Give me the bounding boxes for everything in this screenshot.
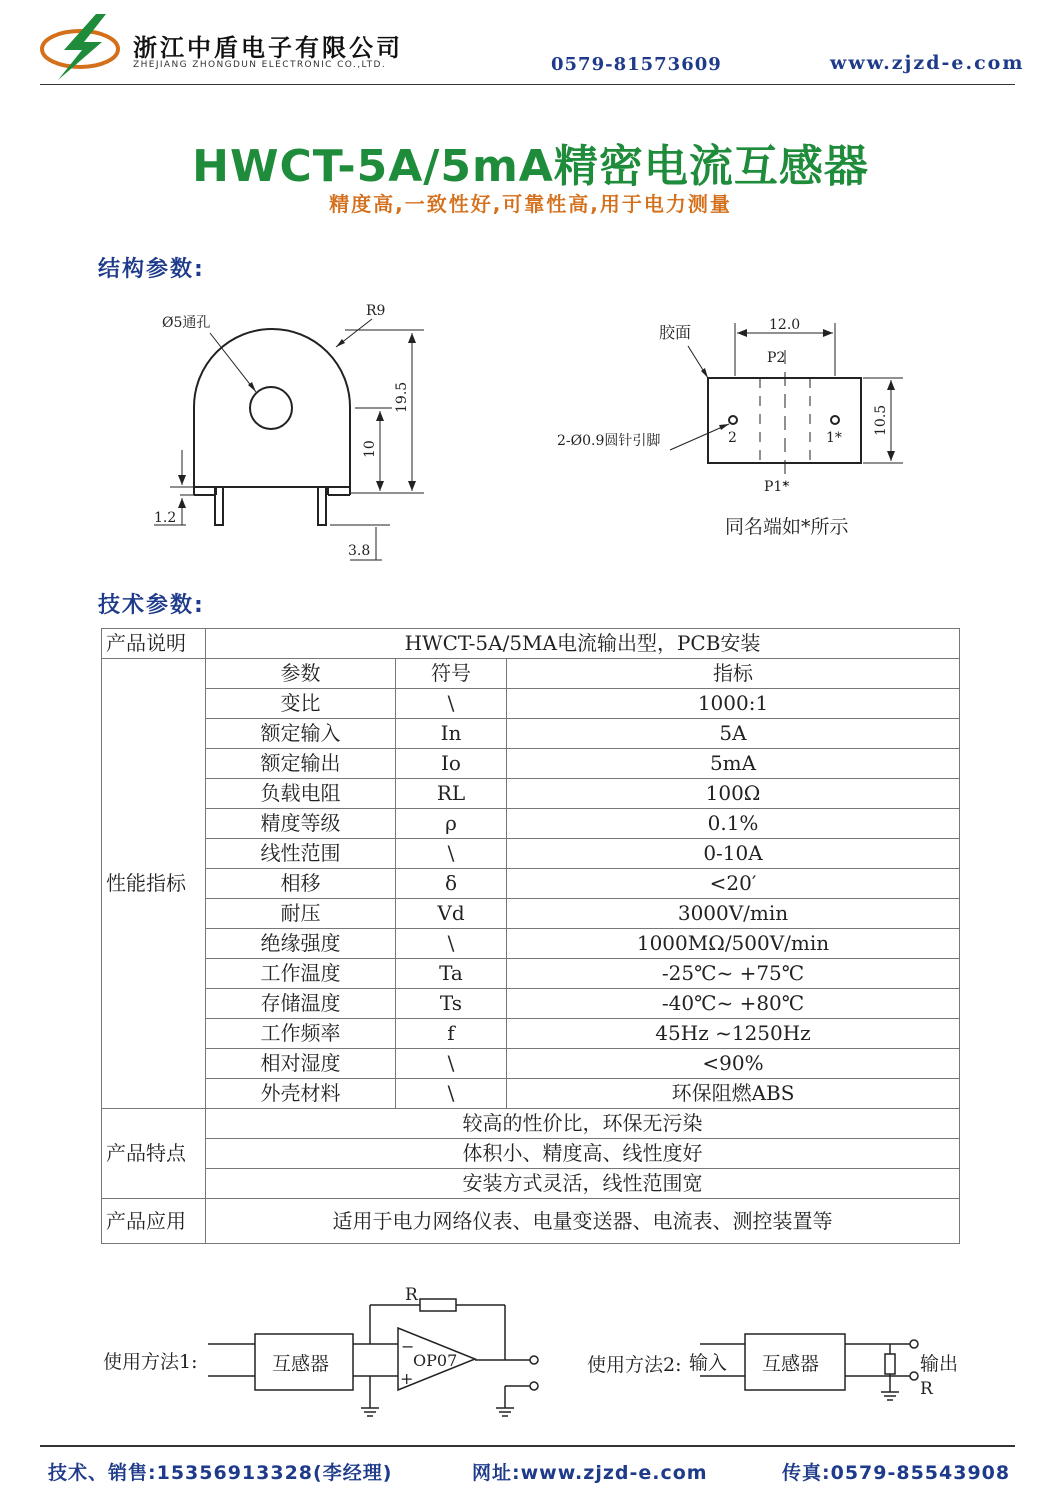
pin-2-label: 2 xyxy=(728,430,737,446)
feature-row xyxy=(102,1109,960,1139)
param-value: 5mA xyxy=(507,749,960,779)
hole-label: Ø5通孔 xyxy=(162,315,211,331)
resistor-label: R xyxy=(405,1285,418,1305)
table-row xyxy=(102,1079,960,1109)
radius-label: R9 xyxy=(366,303,386,319)
input-label: 输入 xyxy=(689,1352,728,1374)
param-symbol: Vd xyxy=(396,899,507,929)
table-header-row xyxy=(102,659,960,689)
pin-1-label: 1* xyxy=(826,430,842,446)
param-value: -40℃~ +80℃ xyxy=(507,989,960,1019)
param-name: 绝缘强度 xyxy=(206,929,396,959)
footer-website[interactable]: 网址:www.zjzd-e.com xyxy=(472,1462,708,1484)
param-value: <90% xyxy=(507,1049,960,1079)
side-view-drawing xyxy=(140,295,440,570)
param-value: 1000:1 xyxy=(507,689,960,719)
p1-label: P1* xyxy=(764,479,790,495)
param-name: 精度等级 xyxy=(206,809,396,839)
tech-heading: 技术参数: xyxy=(98,593,205,618)
spec-table xyxy=(101,628,960,1244)
param-name: 线性范围 xyxy=(206,839,396,869)
param-value: 100Ω xyxy=(507,779,960,809)
feature-row xyxy=(102,1139,960,1169)
header-divider xyxy=(40,84,1015,85)
param-symbol: \ xyxy=(396,839,507,869)
row-application xyxy=(102,1199,960,1244)
param-symbol: \ xyxy=(396,1079,507,1109)
param-symbol: Ts xyxy=(396,989,507,1019)
company-logo xyxy=(36,12,128,82)
header-phone: 0579-81573609 xyxy=(551,54,722,75)
table-row xyxy=(102,719,960,749)
company-name-en: ZHEJIANG ZHONGDUN ELECTRONIC CO.,LTD. xyxy=(133,60,387,70)
height-label: 19.5 xyxy=(394,381,410,413)
param-name: 相对湿度 xyxy=(206,1049,396,1079)
param-symbol: \ xyxy=(396,929,507,959)
depth-label: 10.5 xyxy=(873,404,889,436)
param-symbol: ρ xyxy=(396,809,507,839)
param-name: 外壳材料 xyxy=(206,1079,396,1109)
width-label: 12.0 xyxy=(769,317,801,333)
structure-heading: 结构参数: xyxy=(98,257,205,282)
opamp-label: OP07 xyxy=(413,1351,458,1370)
param-value: 1000MΩ/500V/min xyxy=(507,929,960,959)
param-name: 耐压 xyxy=(206,899,396,929)
param-name: 存储温度 xyxy=(206,989,396,1019)
param-value: -25℃~ +75℃ xyxy=(507,959,960,989)
table-row xyxy=(102,839,960,869)
page-title: HWCT-5A/5mA精密电流互感器 xyxy=(192,141,869,192)
row-product-desc xyxy=(102,629,960,659)
center-height-label: 10 xyxy=(362,440,378,458)
feature-item: 体积小、精度高、线性度好 xyxy=(206,1139,960,1169)
feedback-resistor xyxy=(420,1299,456,1311)
table-row xyxy=(102,689,960,719)
param-symbol: Ta xyxy=(396,959,507,989)
column-header: 指标 xyxy=(507,659,960,689)
product-desc-value: HWCT-5A/5MA电流输出型，PCB安装 xyxy=(206,629,960,659)
product-desc-label: 产品说明 xyxy=(102,629,206,659)
load-resistor xyxy=(885,1354,895,1374)
transformer-label-1: 互感器 xyxy=(272,1353,330,1375)
param-symbol: In xyxy=(396,719,507,749)
param-symbol: δ xyxy=(396,869,507,899)
dot-convention-note: 同名端如*所示 xyxy=(725,516,849,538)
pins-label: 2-Ø0.9圆针引脚 xyxy=(557,433,661,449)
perf-label: 性能指标 xyxy=(102,659,206,1109)
param-value: 0.1% xyxy=(507,809,960,839)
param-name: 相移 xyxy=(206,869,396,899)
param-symbol: Io xyxy=(396,749,507,779)
table-row xyxy=(102,809,960,839)
param-name: 变比 xyxy=(206,689,396,719)
param-name: 额定输出 xyxy=(206,749,396,779)
table-row xyxy=(102,899,960,929)
param-name: 工作温度 xyxy=(206,959,396,989)
opamp-plus: + xyxy=(400,1369,414,1388)
param-symbol: \ xyxy=(396,1049,507,1079)
param-value: 0-10A xyxy=(507,839,960,869)
header-website[interactable]: www.zjzd-e.com xyxy=(830,52,1025,74)
application-label: 产品应用 xyxy=(102,1199,206,1244)
table-row xyxy=(102,1019,960,1049)
features-label: 产品特点 xyxy=(102,1109,206,1199)
method1-label: 使用方法1: xyxy=(103,1351,198,1373)
param-name: 负载电阻 xyxy=(206,779,396,809)
top-view-drawing xyxy=(555,310,915,546)
page-subtitle: 精度高,一致性好,可靠性高,用于电力测量 xyxy=(329,192,732,216)
feature-item: 较高的性价比，环保无污染 xyxy=(206,1109,960,1139)
table-row xyxy=(102,1049,960,1079)
param-value: <20′ xyxy=(507,869,960,899)
company-name: 浙江中盾电子有限公司 xyxy=(133,34,403,62)
param-symbol: \ xyxy=(396,689,507,719)
output-resistor-label: R xyxy=(920,1379,933,1399)
column-header: 参数 xyxy=(206,659,396,689)
param-value: 3000V/min xyxy=(507,899,960,929)
glue-surface-label: 胶面 xyxy=(659,323,692,342)
table-row xyxy=(102,779,960,809)
footer-fax: 传真:0579-85543908 xyxy=(782,1462,1011,1484)
pin-length-label: 3.8 xyxy=(348,543,371,559)
footer-divider xyxy=(40,1445,1015,1447)
table-row xyxy=(102,929,960,959)
column-header: 符号 xyxy=(396,659,507,689)
transformer-label-2: 互感器 xyxy=(762,1353,820,1375)
output-label: 输出 xyxy=(920,1353,959,1375)
param-value: 5A xyxy=(507,719,960,749)
param-name: 额定输入 xyxy=(206,719,396,749)
param-value: 环保阻燃ABS xyxy=(507,1079,960,1109)
table-row xyxy=(102,989,960,1019)
p2-label: P2 xyxy=(767,350,786,366)
table-row xyxy=(102,749,960,779)
opamp-minus: − xyxy=(401,1337,415,1356)
method2-label: 使用方法2: xyxy=(587,1354,682,1376)
pin-stub-label: 1.2 xyxy=(154,510,177,526)
param-symbol: f xyxy=(396,1019,507,1049)
table-row xyxy=(102,869,960,899)
param-value: 45Hz ~1250Hz xyxy=(507,1019,960,1049)
param-symbol: RL xyxy=(396,779,507,809)
feature-row xyxy=(102,1169,960,1199)
table-row xyxy=(102,959,960,989)
feature-item: 安装方式灵活，线性范围宽 xyxy=(206,1169,960,1199)
application-value: 适用于电力网络仪表、电量变送器、电流表、测控装置等 xyxy=(206,1199,960,1244)
param-name: 工作频率 xyxy=(206,1019,396,1049)
footer-tech-sales: 技术、销售:15356913328(李经理) xyxy=(48,1462,393,1484)
usage-diagrams xyxy=(100,1280,980,1430)
